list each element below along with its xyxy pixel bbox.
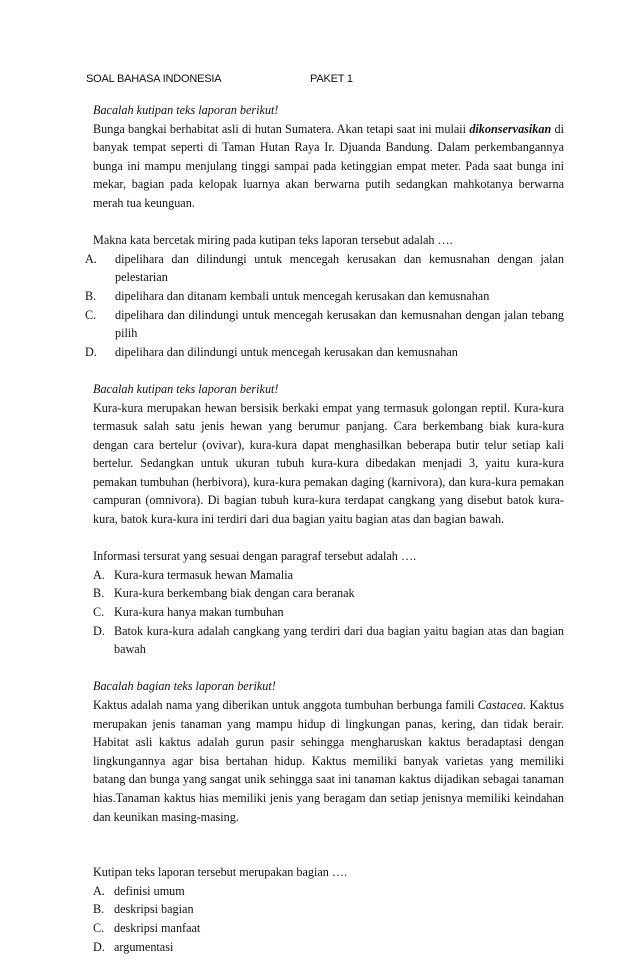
option-1d[interactable] (85, 343, 564, 362)
option-text: Batok kura-kura adalah cangkang yang terdiri dari dua bagian yaitu bagian atas dan bagian bawah (114, 623, 564, 657)
option-3c[interactable] (93, 919, 564, 938)
passage-1-text-b: di banyak tempat seperti di Taman Hutan Raya Ir. Djuanda Bandung. Dalam perkembangannya bunga ini mampu menjulang tinggi sampai pada ketinggian empat meter. Pada saat bunga ini mekar, bagian pada kelopak luarnya akan berwarna putih sedangkan mahkotanya berwarna merah tua keunguan. (93, 121, 565, 210)
option-letter: D. (93, 623, 105, 638)
question-block-1 (85, 101, 565, 361)
option-letter: A. (93, 883, 105, 898)
option-text: definisi umum (114, 883, 185, 898)
passage-3-text-b: Kaktus merupakan jenis tanaman yang mampu hidup di lingkungan panas, kering, dan tidak berair. Habitat asli kaktus adalah gurun pasir sehingga mengharuskan kaktus beradaptasi dengan lingkungannya agar bisa bertahan hidup. Kaktus memiliki banyak varietas yang memiliki batang dan bunga yang sangat unik sehingga saat ini tanaman kaktus dijadikan sebagai tanaman hias.Tanaman kaktus hias memiliki jenis yang beragam dan setiap jenisnya memiliki keindahan dan keunikan masing-masing. (93, 698, 564, 824)
option-2b[interactable] (93, 584, 564, 603)
option-letter: C. (93, 920, 105, 935)
option-text: deskripsi manfaat (114, 920, 201, 935)
passage-2: Kura-kura merupakan hewan bersisik berkaki empat yang termasuk golongan reptil. Kura-kura termasuk salah satu jenis hewan yang berumur panjang. Cara berkembang biak kura-kura dengan cara bertelur (ovivar), kura-kura dapat menghasilkan beberapa butir telur setiap kali bertelur. Sedangkan untuk ukuran tubuh kura-kura dibedakan menjadi 3, yaitu kura-kura pemakan tumbuhan (herbivora), kura-kura pemakan daging (karnivora), dan kura-kura pemakan campuran (omnivora). Di bagian tubuh kura-kura terdapat cangkang yang disebut batok kura-kura, batok kura-kura ini terdiri dari dua bagian yaitu bagian atas dan bagian bawah. (93, 400, 564, 527)
options-3 (93, 882, 564, 956)
option-text: dipelihara dan dilindungi untuk mencegah kerusakan dan kemusnahan (115, 344, 458, 359)
option-letter: A. (93, 567, 105, 582)
options-2 (93, 566, 564, 659)
option-3a[interactable] (93, 882, 564, 901)
option-text: dipelihara dan ditanam kembali untuk mencegah kerusakan dan kemusnahan (115, 288, 490, 303)
option-letter: B. (93, 902, 105, 917)
instruction-2: Bacalah kutipan teks laporan berikut! (93, 381, 279, 396)
option-2c[interactable] (93, 603, 564, 622)
option-letter: B. (93, 586, 105, 601)
option-text: Kura-kura hanya makan tumbuhan (114, 605, 284, 620)
passage-1-text-a: Bunga bangkai berhabitat asli di hutan Sumatera. Akan tetapi saat ini mulaii (93, 121, 470, 136)
passage-1 (93, 120, 564, 213)
option-1b[interactable] (85, 287, 564, 306)
document-body (85, 101, 565, 956)
option-2a[interactable] (93, 566, 564, 585)
option-text: Kura-kura termasuk hewan Mamalia (114, 567, 294, 582)
question-3: Kutipan teks laporan tersebut merupakan bagian …. (93, 865, 348, 880)
option-text: Kura-kura berkembang biak dengan cara beranak (114, 586, 355, 601)
option-letter: D. (85, 344, 97, 359)
option-text: dipelihara dan dilindungi untuk mencegah kerusakan dan kemusnahan dengan jalan tebang pilih (115, 307, 564, 341)
option-2d[interactable] (93, 622, 564, 659)
question-block-2 (93, 380, 564, 659)
header-package: PAKET 1 (310, 73, 353, 85)
option-letter: A. (85, 251, 97, 266)
options-1 (85, 250, 564, 362)
option-1c[interactable] (85, 306, 564, 343)
option-letter: D. (93, 939, 105, 954)
option-1a[interactable] (85, 250, 564, 287)
passage-3 (93, 696, 564, 826)
option-text: dipelihara dan dilindungi untuk mencegah kerusakan dan kemusnahan dengan jalan pelestarian (115, 251, 564, 285)
instruction-1: Bacalah kutipan teks laporan berikut! (93, 103, 279, 117)
option-text: argumentasi (114, 939, 174, 954)
header-subject: SOAL BAHASA INDONESIA (86, 73, 222, 85)
passage-3-text-a: Kaktus adalah nama yang diberikan untuk anggota tumbuhan berbunga famili (93, 698, 478, 712)
passage-1-bold-italic-word: dikonservasikan (469, 121, 552, 136)
question-2: Informasi tersurat yang sesuai dengan paragraf tersebut adalah …. (93, 549, 417, 564)
option-3d[interactable] (93, 938, 564, 957)
question-block-3 (93, 677, 564, 956)
question-1: Makna kata bercetak miring pada kutipan teks laporan tersebut adalah …. (93, 233, 453, 248)
option-text: deskripsi bagian (114, 902, 194, 917)
option-letter: C. (93, 605, 105, 620)
option-letter: B. (85, 288, 97, 303)
option-3b[interactable] (93, 900, 564, 919)
instruction-3: Bacalah bagian teks laporan berikut! (93, 679, 276, 694)
option-letter: C. (85, 307, 97, 322)
passage-3-italic-word: Castacea. (477, 698, 527, 712)
